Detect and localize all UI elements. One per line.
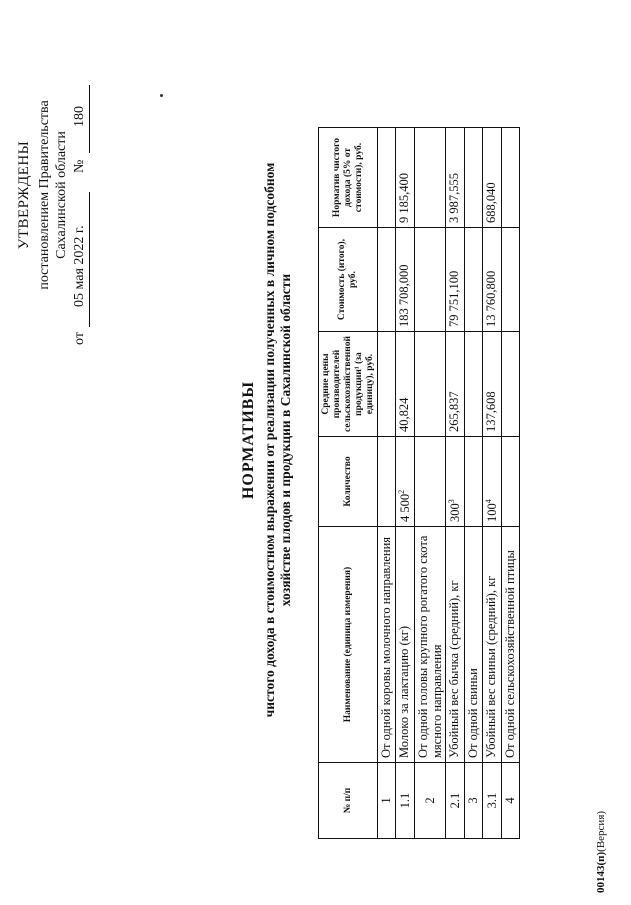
header-norm: Норматив чистого дохода (5% от стоимости), руб.: [319, 128, 378, 228]
cell-norm: [465, 128, 483, 228]
qty-footnote: 2: [397, 489, 406, 494]
approval-number-label: №: [72, 159, 87, 173]
approval-title: УТВЕРЖДЕНЫ: [16, 140, 32, 250]
cell-norm: 9 185,400: [396, 128, 415, 228]
approval-block: [16, 45, 92, 345]
normatives-table: [318, 127, 520, 839]
cell-cost: 79 751,100: [446, 228, 465, 332]
cell-cost: [378, 228, 396, 332]
cell-cost: [502, 228, 520, 332]
cell-name: Убойный вес бычка (средний), кг: [446, 527, 465, 763]
header-name: Наименование (единица измерения): [319, 527, 378, 763]
approval-date-row: [72, 45, 92, 345]
header-qty: Количество: [319, 437, 378, 527]
header-num: № п/п: [319, 763, 378, 839]
cell-qty: [415, 437, 446, 527]
cell-norm: [378, 128, 396, 228]
document-heading: [240, 135, 294, 745]
cell-norm: 688,040: [483, 128, 502, 228]
cell-price: [378, 332, 396, 437]
cell-price: 265,837: [446, 332, 465, 437]
cell-qty: [378, 437, 396, 527]
qty-value: 100: [485, 503, 500, 522]
cell-name: Молоко за лактацию (кг): [396, 527, 415, 763]
approval-line-1: постановлением Правительства: [37, 100, 52, 290]
cell-num: 2: [415, 763, 446, 839]
table-row: [378, 128, 396, 839]
cell-price: 137,608: [483, 332, 502, 437]
cell-price: [502, 332, 520, 437]
qty-footnote: 4: [484, 499, 494, 504]
footer-code: 00143(п): [595, 851, 607, 893]
cell-norm: 3 987,555: [446, 128, 465, 228]
cell-qty: [465, 437, 483, 527]
cell-qty: [502, 437, 520, 527]
cell-num: 3.1: [483, 763, 502, 839]
cell-price: 40,824: [396, 332, 415, 437]
cell-num: 1: [378, 763, 396, 839]
table-header-row: [319, 128, 378, 839]
cell-num: 1.1: [396, 763, 415, 839]
cell-name: От одной сельскохозяйственной птицы: [502, 527, 520, 763]
approval-line-2: Сахалинской области: [54, 131, 69, 259]
document-title: НОРМАТИВЫ: [240, 380, 257, 500]
document-subtitle-line-2: хозяйстве плодов и продукции в Сахалинской области: [278, 273, 293, 607]
cell-norm: [502, 128, 520, 228]
cell-name: От одной свиньи: [465, 527, 483, 763]
table-row: [465, 128, 483, 839]
header-cost: Стоимость (итого), руб.: [319, 228, 378, 332]
cell-cost: [465, 228, 483, 332]
table-row: [396, 128, 415, 839]
cell-price: [415, 332, 446, 437]
table-row: [415, 128, 446, 839]
cell-name: От одной коровы молочного направления: [378, 527, 396, 763]
footer-version: (Версия): [595, 810, 607, 852]
table-row: [502, 128, 520, 839]
cell-num: 2.1: [446, 763, 465, 839]
qty-value: 4 500: [398, 493, 413, 522]
cell-name: Убойный вес свиньи (средний), кг: [483, 527, 502, 763]
cell-cost: [415, 228, 446, 332]
table-row: [483, 128, 502, 839]
cell-qty: [446, 437, 465, 527]
cell-qty: [396, 437, 415, 527]
header-price: Средние цены производителей сельскохозяйственной продукции¹ (за единицу), руб.: [319, 332, 378, 437]
approval-date: 05 мая 2022 г.: [72, 225, 87, 307]
qty-value: 300: [448, 503, 463, 522]
scan-speck: [160, 94, 163, 97]
qty-footnote: 3: [447, 499, 457, 504]
date-underline: [89, 192, 90, 327]
cell-num: 3: [465, 763, 483, 839]
cell-num: 4: [502, 763, 520, 839]
document-subtitle-line-1: чистого дохода в стоимостном выражении от реализации полученных в личном подсобном: [262, 162, 277, 718]
cell-cost: 183 708,000: [396, 228, 415, 332]
cell-price: [465, 332, 483, 437]
number-underline: [89, 85, 90, 153]
table-row: [446, 128, 465, 839]
document-footer: [595, 811, 607, 893]
approval-number: 180: [72, 106, 87, 127]
cell-name: От одной головы крупного рогатого скота мясного направления: [415, 527, 446, 763]
cell-norm: [415, 128, 446, 228]
approval-from-label: от: [72, 332, 87, 345]
cell-qty: [483, 437, 502, 527]
cell-cost: 13 760,800: [483, 228, 502, 332]
